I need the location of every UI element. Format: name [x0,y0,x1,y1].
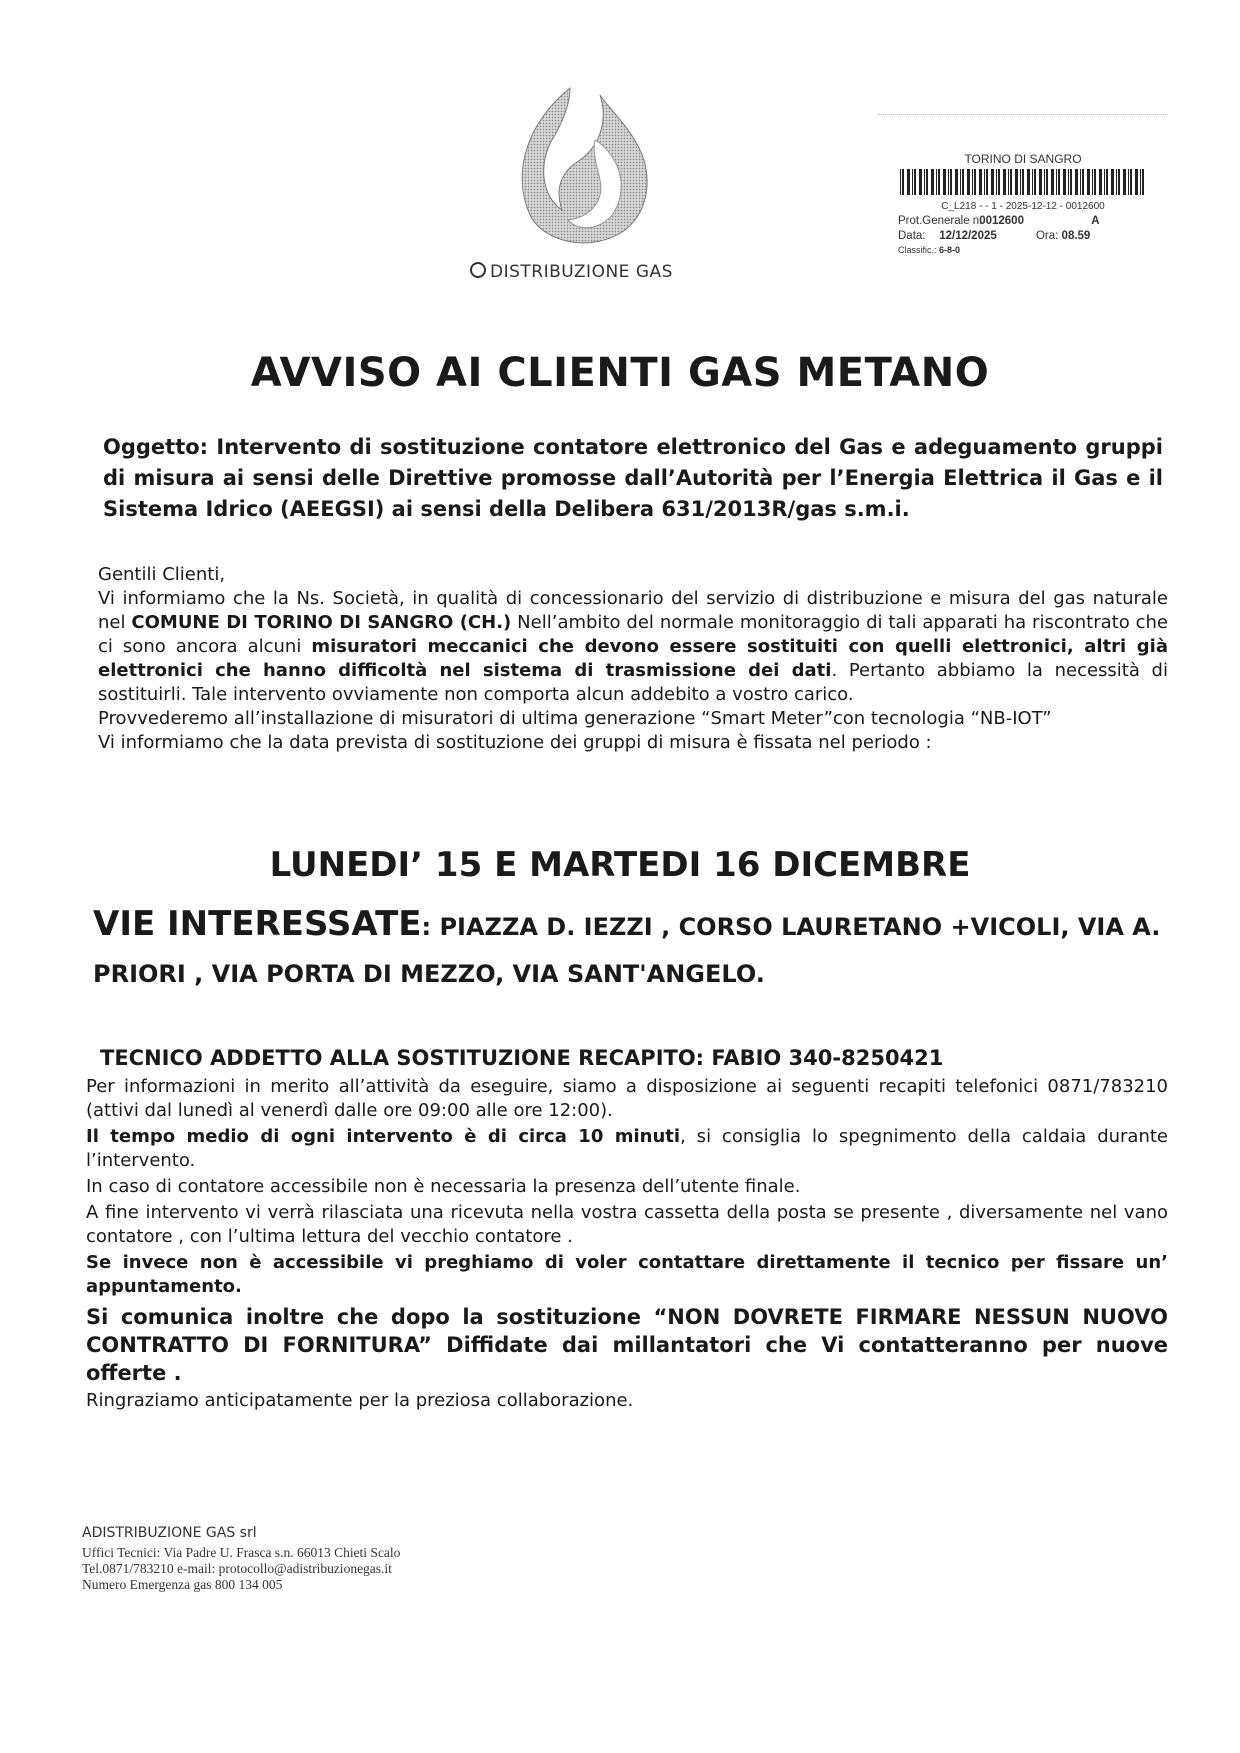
duration-rest: , si consiglia lo spegnimento della caldaia durante l’intervento. [86,1126,1169,1171]
barcode-bar [912,169,913,195]
barcode-bar [1080,169,1081,195]
barcode-bar [907,169,910,195]
details-section [86,1075,1168,1415]
barcode-bar [1140,169,1141,195]
barcode-bar [1130,169,1132,195]
barcode-bar [996,169,997,195]
barcode-bar [926,169,928,195]
flame-logo-icon [500,80,660,260]
barcode-bar [1142,169,1144,195]
barcode-bar [924,169,925,195]
smart-meter-paragraph: Provvederemo all’installazione di misuratori di ultima generazione “Smart Meter”con tecnologia “NB-IOT” [98,708,1052,729]
barcode-bar [955,169,958,195]
intro-text-a: Vi informiamo che la Ns. Società, in qualità di concessionario del servizio di distribuzione e misura del gas naturale nel [98,588,1168,633]
barcode-bar [1075,169,1078,195]
barcode-bar [1087,169,1090,195]
stamp-date-label: Data: [898,230,926,242]
barcode-bar [1106,169,1108,195]
barcode-bar [998,169,1000,195]
intro-paragraph [98,587,1168,707]
barcode-bar [900,169,901,195]
intro-section [98,563,1168,755]
barcode-bar [943,169,946,195]
stamp-date-row [898,230,1168,242]
barcode-bar [1008,169,1009,195]
barcode-bar [1070,169,1072,195]
streets-section [93,902,1183,999]
stamp-protocol-suffix: A [1091,215,1100,227]
intervention-dates: LUNEDI’ 15 E MARTEDI 16 DICEMBRE [269,845,971,885]
barcode-bar [1104,169,1105,195]
not-accessible-paragraph: Se invece non è accessibile vi preghiamo di voler contattare direttamente il tecnico per fissare un’ appuntamento. [86,1252,1168,1297]
stamp-protocol-value: 0012600 [979,215,1024,227]
stamp-class-row [898,245,1168,255]
protocol-stamp [898,152,1168,255]
barcode-bar [914,169,916,195]
barcode-bar [979,169,982,195]
footer [82,1525,682,1593]
barcode-bar [974,169,976,195]
barcode-bar [984,169,985,195]
barcode-bar [962,169,964,195]
period-paragraph: Vi informiamo che la data prevista di sostituzione dei gruppi di misura è fissata nel periodo : [98,732,932,753]
info-paragraph: Per informazioni in merito all’attività da eseguire, siamo a disposizione ai seguenti recapiti telefonici 0871/783210 (attivi dal lunedì al venerdì dalle ore 09:00 alle ore 12:00). [86,1076,1168,1121]
barcode-icon [898,169,1148,195]
warning-paragraph: Si comunica inoltre che dopo la sostituzione “NON DOVRETE FIRMARE NESSUN NUOVO CONTRATTO DI FORNITURA” Diffidate dai millantatori che Vi contatteranno per nuove offerte . [86,1305,1168,1385]
stamp-time-value: 08.59 [1061,230,1091,242]
accessible-paragraph: In caso di contatore accessibile non è necessaria la presenza dell’utente finale. [86,1176,801,1197]
barcode-bar [986,169,988,195]
barcode-bar [1044,169,1045,195]
barcode-bar [1063,169,1066,195]
barcode-bar [1058,169,1060,195]
barcode-bar [948,169,949,195]
greeting: Gentili Clienti, [98,564,226,585]
barcode-bar [1020,169,1021,195]
barcode-bar [938,169,940,195]
barcode-bar [1051,169,1054,195]
barcode-bar [1068,169,1069,195]
stamp-date-value: 12/12/2025 [939,230,997,242]
barcode-bar [1022,169,1024,195]
barcode-bar [972,169,973,195]
stamp-time-label: Ora: [1035,230,1059,242]
barcode-bar [1099,169,1102,195]
subject-paragraph: Oggetto: Intervento di sostituzione contatore elettronico del Gas e adeguamento gruppi di misura ai sensi delle Direttive promosse dall’Autorità per l’Energia Elettrica il Gas e il Sistema Idrico (AEEGSI) ai sensi della Delibera 631/2013R/gas s.m.i. [103,435,1163,521]
footer-offices: Uffici Tecnici: Via Padre U. Frasca s.n. 66013 Chieti Scalo [82,1545,401,1560]
barcode-bar [1003,169,1006,195]
stamp-class-value: 6-8-0 [939,245,961,255]
logo-q-mark [470,262,486,278]
barcode-bar [1082,169,1084,195]
barcode-bar [1092,169,1093,195]
receipt-paragraph: A fine intervento vi verrà rilasciata una ricevuta nella vostra cassetta della posta se presente , diversamente nel vano contatore , con l’ultima lettura del vecchio contatore . [86,1202,1168,1247]
barcode-bar [1010,169,1012,195]
company-logo [470,80,690,290]
barcode-bar [1015,169,1018,195]
stamp-code: C_L218 - - 1 - 2025-12-12 - 0012600 [941,201,1105,212]
barcode-bar [1046,169,1048,195]
stamp-divider [878,114,1168,115]
barcode-bar [1056,169,1057,195]
intro-comune: COMUNE DI TORINO DI SANGRO (CH.) [131,612,512,633]
thanks-paragraph: Ringraziamo anticipatamente per la preziosa collaborazione. [86,1390,634,1411]
barcode-bar [936,169,937,195]
barcode-bar [1128,169,1129,195]
barcode-bar [1135,169,1138,195]
barcode-bar [1123,169,1126,195]
barcode-bar [919,169,922,195]
technician-contact: TECNICO ADDETTO ALLA SOSTITUZIONE RECAPITO: FABIO 340-8250421 [100,1046,944,1070]
stamp-protocol-row [898,215,1168,227]
barcode-bar [950,169,952,195]
barcode-bar [967,169,970,195]
barcode-bar [931,169,934,195]
footer-company: ADISTRIBUZIONE GAS srl [82,1525,257,1541]
logo-wordmark [470,262,710,282]
stamp-protocol-label: Prot.Generale n: [898,215,983,227]
barcode-bar [1032,169,1033,195]
duration-paragraph [86,1125,1168,1173]
barcode-bar [1116,169,1117,195]
barcode-bar [1118,169,1120,195]
page-title: AVVISO AI CLIENTI GAS METANO [250,350,990,396]
barcode-bar [1034,169,1036,195]
barcode-bar [902,169,904,195]
barcode-bar [960,169,961,195]
intro-text-c: . Pertanto abbiamo la necessità di sostituirli. Tale intervento ovviamente non comporta alcun addebito a vostro carico. [98,660,1168,705]
barcode-bar [1094,169,1096,195]
stamp-place: TORINO DI SANGRO [964,152,1082,166]
logo-brand-name: DISTRIBUZIONE GAS [490,262,673,282]
streets-list: : PIAZZA D. IEZZI , CORSO LAURETANO +VICOLI, VIA A. PRIORI , VIA PORTA DI MEZZO, VIA SANT'ANGELO. [93,913,1161,988]
intro-bold-text: misuratori meccanici che devono essere sostituiti con quelli elettronici, altri già elettronici che hanno difficoltà nel sistema di trasmissione dei dati [98,636,1168,681]
barcode-bar [1039,169,1042,195]
duration-bold: Il tempo medio di ogni intervento è di circa 10 minuti [86,1126,681,1147]
barcode-bar [991,169,994,195]
barcode-bar [1027,169,1030,195]
footer-contacts: Tel.0871/783210 e-mail: protocollo@adistribuzionegas.it [82,1561,392,1576]
streets-label: VIE INTERESSATE [93,904,422,944]
footer-emergency: Numero Emergenza gas 800 134 005 [82,1577,283,1592]
intro-text-b: Nell’ambito del normale monitoraggio di tali apparati ha riscontrato che ci sono ancora alcuni [98,612,1168,657]
barcode-bar [1111,169,1114,195]
stamp-class-label: Classific.: [898,245,937,255]
